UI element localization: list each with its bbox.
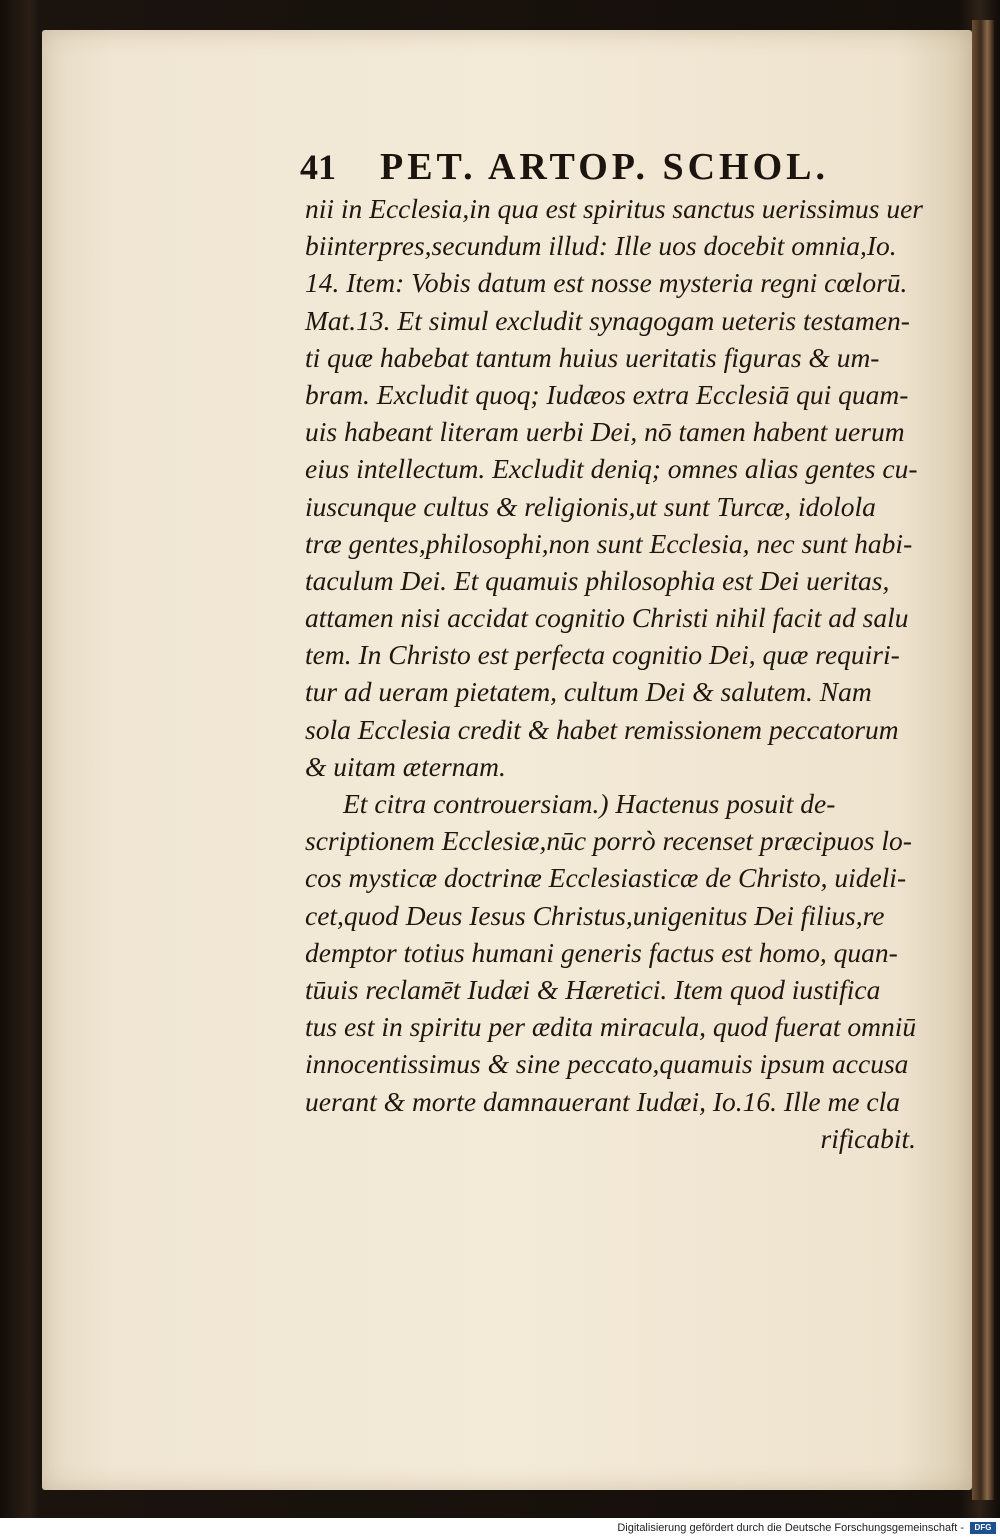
text-line: scriptionem Ecclesiæ,nūc porrò recenset præcipuos lo- bbox=[305, 825, 912, 857]
text-line: tūuis reclamēt Iudæi & Hæretici. Item quod iustifica bbox=[305, 973, 881, 1005]
text-line: Mat.13. Et simul excludit synagogam ueteris testamen- bbox=[305, 304, 910, 336]
text-line: uis habeant literam uerbi Dei, nō tamen habent uerum bbox=[305, 416, 905, 448]
text-line: taculum Dei. Et quamuis philosophia est Dei ueritas, bbox=[305, 564, 890, 596]
text-line: 14. Item: Vobis datum est nosse mysteria regni cœlorū. bbox=[305, 267, 908, 299]
text-line: ti quæ habebat tantum huius ueritatis figuras & um- bbox=[305, 341, 880, 373]
page-header bbox=[300, 145, 870, 188]
text-line: tem. In Christo est perfecta cognitio Dei, quæ requiri- bbox=[305, 639, 900, 671]
text-line: & uitam æternam. bbox=[305, 750, 506, 782]
text-line: cos mysticæ doctrinæ Ecclesiasticæ de Christo, uideli- bbox=[305, 862, 907, 894]
page-number: 41 bbox=[300, 147, 336, 187]
text-line: attamen nisi accidat cognitio Christi nihil facit ad salu bbox=[305, 602, 909, 634]
text-line: innocentissimus & sine peccato,quamuis ipsum accusa bbox=[305, 1048, 909, 1080]
text-line: træ gentes,philosophi,non sunt Ecclesia, nec sunt habi- bbox=[305, 527, 913, 559]
text-line: eius intellectum. Excludit deniq; omnes alias gentes cu- bbox=[305, 453, 918, 485]
text-line: demptor totius humani generis factus est homo, quan- bbox=[305, 936, 898, 968]
digitization-footer bbox=[0, 1518, 1000, 1537]
text-line: nii in Ecclesia,in qua est spiritus sanctus uerissimus uer bbox=[305, 193, 923, 224]
body-text bbox=[305, 190, 923, 1157]
text-line: cet,quod Deus Iesus Christus,unigenitus Dei filius,re bbox=[305, 899, 885, 931]
text-line: tur ad ueram pietatem, cultum Dei & salutem. Nam bbox=[305, 676, 872, 708]
dfg-logo-icon: DFG bbox=[970, 1522, 996, 1534]
text-line: iuscunque cultus & religionis,ut sunt Turcæ, idolola bbox=[305, 490, 876, 522]
text-line: sola Ecclesia credit & habet remissionem peccatorum bbox=[305, 713, 899, 745]
running-head: PET. ARTOP. SCHOL. bbox=[380, 146, 830, 188]
text-line-final: rificabit. bbox=[820, 1122, 916, 1154]
text-line: bram. Excludit quoq; Iudæos extra Ecclesiā qui quam- bbox=[305, 378, 909, 410]
book-spine bbox=[972, 20, 994, 1500]
footer-credit: Digitalisierung gefördert durch die Deutsche Forschungsgemeinschaft - bbox=[617, 1521, 964, 1534]
text-line: uerant & morte damnauerant Iudæi, Io.16. Ille me cla bbox=[305, 1085, 900, 1117]
text-line: biinterpres,secundum illud: Ille uos docebit omnia,Io. bbox=[305, 230, 897, 262]
text-line-paragraph-start: Et citra controuersiam.) Hactenus posuit de- bbox=[343, 788, 836, 819]
text-line: tus est in spiritu per ædita miracula, quod fuerat omniū bbox=[305, 1011, 917, 1043]
